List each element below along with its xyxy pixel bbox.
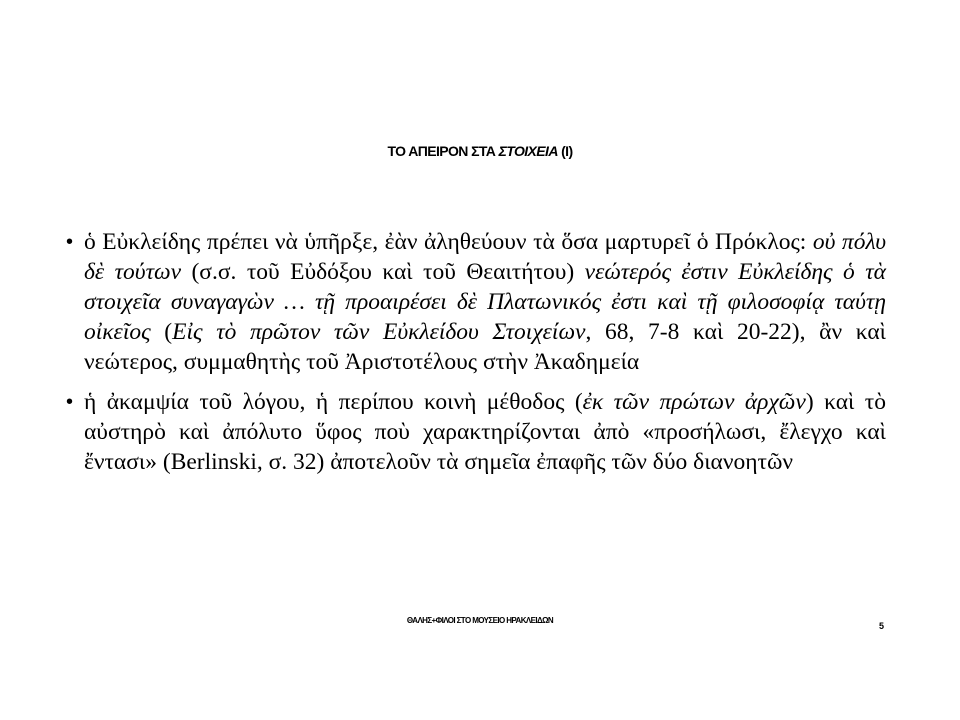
bullet-2-text-2: ) καὶ τὸ αὐστηρὸ καὶ ἀπόλυτο ὕφος ποὺ χαρακτηρίζονται ἀπὸ «προσήλωσι, ἔλεγχο καὶ ἔντασι» (Berlinski, σ. 32) ἀποτελοῦν τὰ σημεῖα ἐπαφῆς τῶν δύο διανοητῶν xyxy=(84,389,886,475)
slide-title-italic: ΣΤΟΙΧΕΙΑ xyxy=(498,143,558,159)
bullet-item-2 xyxy=(64,387,886,477)
bullet-2-text-1: ἡ ἀκαμψία τοῦ λόγου, ἡ περίπου κοινὴ μέθοδος ( xyxy=(84,389,583,415)
slide-title xyxy=(0,143,960,159)
page-number: 5 xyxy=(879,621,885,631)
bullet-1-text-2: (σ.σ. τοῦ Εὐδόξου καὶ τοῦ Θεαιτήτου) xyxy=(181,259,585,285)
bullet-1-text-4: , 68, 7-8 καὶ 20-22), ἂν καὶ νεώτερος, συμμαθητὴς τοῦ Ἀριστοτέλους στὴν Ἀκαδημεία xyxy=(84,319,886,375)
bullet-icon: • xyxy=(66,391,74,413)
slide-footer: ΘΑΛΗΣ+ΦΙΛΟΙ ΣΤΟ ΜΟΥΣΕΙΟ ΗΡΑΚΛΕΙΔΩΝ xyxy=(406,616,554,625)
bullet-1-quote-2: νεώτερός ἐστιν Εὐκλείδης ὁ τὰ στοιχεῖα συναγαγὼν … τῇ προαιρέσει δὲ Πλατωνικός ἐστι καὶ τῇ φιλοσοφίᾳ ταύτῃ οἰκεῖος xyxy=(84,259,886,345)
bullet-item-1 xyxy=(64,227,886,377)
bullet-1-quote-1: οὐ πόλυ δὲ τούτων xyxy=(84,229,887,285)
slide-title-main: ΤΟ ΑΠΕΙΡΟΝ ΣΤΑ xyxy=(387,143,499,159)
bullet-2-quote-1: ἐκ τῶν πρώτων ἀρχῶν xyxy=(582,389,806,415)
bullet-1-source-title: Εἰς τὸ πρῶτον τῶν Εὐκλείδου Στοιχείων xyxy=(172,319,586,345)
bullet-list xyxy=(64,227,886,477)
bullet-1-text-3: ( xyxy=(150,319,173,345)
bullet-1-text-1: ὁ Εὐκλείδης πρέπει νὰ ὑπῆρξε, ἐὰν ἀληθεύουν τὰ ὅσα μαρτυρεῖ ὁ Πρόκλος: xyxy=(84,229,813,255)
bullet-icon: • xyxy=(66,231,74,253)
slide-title-suffix: (Ι) xyxy=(557,143,573,159)
